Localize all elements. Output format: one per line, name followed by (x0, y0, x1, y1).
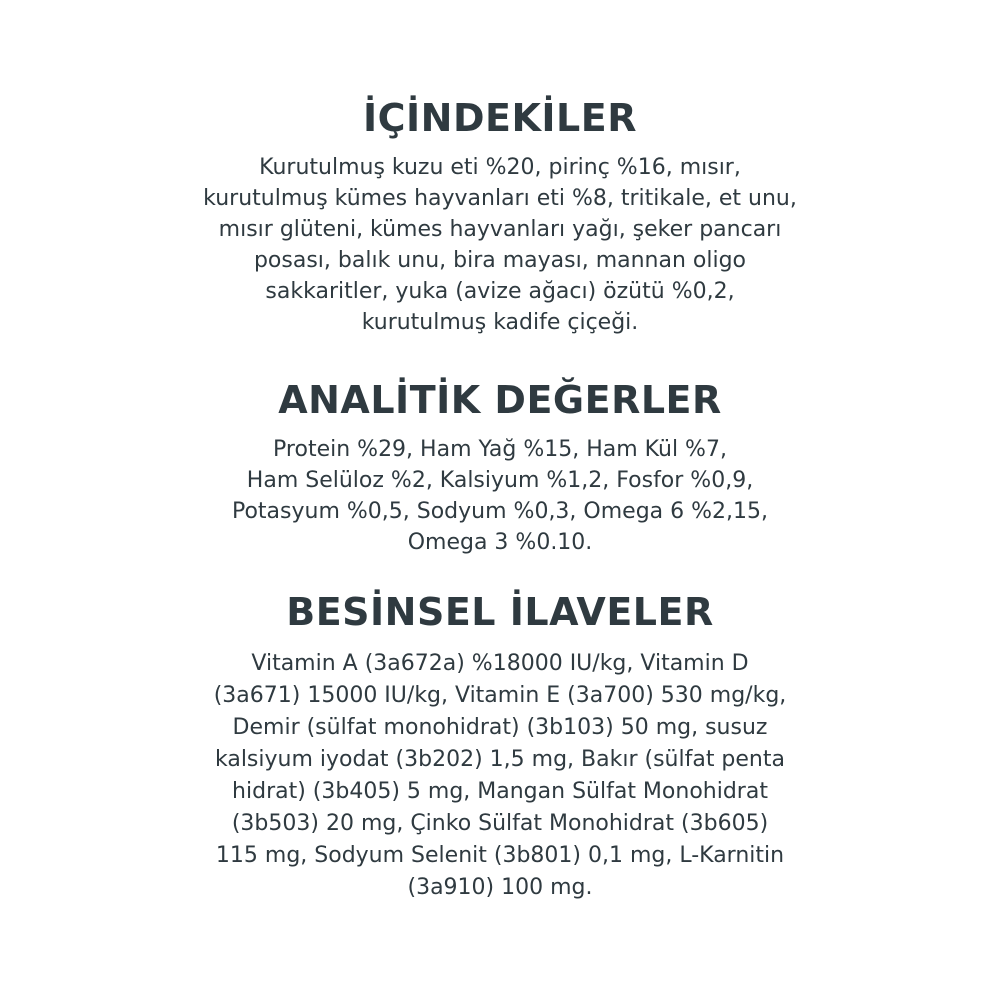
nutritional-additives-line: kalsiyum iyodat (3b202) 1,5 mg, Bakır (sülfat penta (214, 747, 785, 772)
ingredients-text (0, 152, 1000, 338)
analytic-values-line: Protein %29, Ham Yağ %15, Ham Kül %7, (273, 437, 727, 462)
nutritional-additives-line: (3b503) 20 mg, Çinko Sülfat Monohidrat (3b605) (231, 811, 769, 836)
ingredients-line: posası, balık unu, bira mayası, mannan oligo (253, 248, 747, 273)
analytic-values-line: Ham Selüloz %2, Kalsiyum %1,2, Fosfor %0,9, (246, 468, 754, 493)
ingredients-section (0, 96, 1000, 338)
analytic-values-text (0, 434, 1000, 558)
ingredients-line: kurutulmuş kümes hayvanları eti %8, tritikale, et unu, (203, 186, 797, 211)
ingredients-line: sakkaritler, yuka (avize ağacı) özütü %0,2, (265, 279, 735, 304)
nutritional-additives-heading: BESİNSEL İLAVELER (286, 590, 714, 634)
nutritional-additives-line: 115 mg, Sodyum Selenit (3b801) 0,1 mg, L-Karnitin (215, 843, 785, 868)
analytic-values-line: Omega 3 %0.10. (407, 530, 593, 555)
analytic-values-line: Potasyum %0,5, Sodyum %0,3, Omega 6 %2,15, (231, 499, 769, 524)
analytic-values-heading: ANALİTİK DEĞERLER (278, 378, 722, 422)
ingredients-heading: İÇİNDEKİLER (363, 96, 637, 140)
nutritional-additives-line: Demir (sülfat monohidrat) (3b103) 50 mg, susuz (232, 715, 768, 740)
ingredients-line: Kurutulmuş kuzu eti %20, pirinç %16, mısır, (259, 155, 741, 180)
ingredients-line: kurutulmuş kadife çiçeği. (361, 310, 639, 335)
nutritional-additives-line: Vitamin A (3a672a) %18000 IU/kg, Vitamin D (251, 651, 749, 676)
ingredients-line: mısır glüteni, kümes hayvanları yağı, şeker pancarı (218, 217, 782, 242)
nutritional-additives-text (0, 648, 1000, 904)
nutritional-additives-section (0, 590, 1000, 904)
nutritional-additives-line: hidrat) (3b405) 5 mg, Mangan Sülfat Monohidrat (232, 779, 768, 804)
nutritional-additives-line: (3a671) 15000 IU/kg, Vitamin E (3a700) 530 mg/kg, (213, 683, 787, 708)
nutritional-additives-line: (3a910) 100 mg. (407, 875, 593, 900)
analytic-values-section (0, 378, 1000, 558)
